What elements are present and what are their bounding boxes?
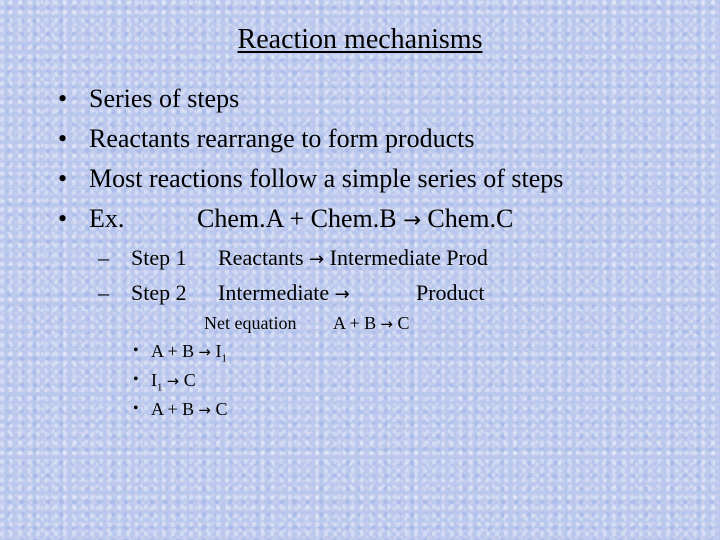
example-label: Ex. (89, 204, 125, 233)
net-equation-label: Net equation (204, 313, 297, 333)
step-description (218, 280, 350, 306)
net-lhs: A + B (333, 313, 377, 333)
step-to: Intermediate Prod (329, 245, 488, 270)
step-to: Product (416, 280, 485, 305)
slide-title: Reaction mechanisms (237, 24, 483, 55)
equation (151, 341, 227, 365)
net-equation (333, 313, 410, 334)
step-from: Reactants (218, 245, 304, 270)
right-arrow-icon: → (334, 284, 350, 305)
net-rhs: C (397, 313, 410, 333)
equation-rhs-subscript: 1 (221, 352, 227, 365)
dash-icon: – (98, 245, 109, 270)
equation-rhs: C (183, 370, 196, 390)
example-lhs: Chem.A + Chem.B (197, 204, 397, 233)
bullet-dot-icon: • (58, 204, 68, 233)
bullet-dot-icon: • (58, 164, 68, 193)
equation-rhs: C (215, 399, 228, 419)
bullet-text: Series of steps (89, 84, 240, 113)
dash-icon: – (98, 280, 109, 305)
bullet-dot-icon: • (58, 84, 68, 113)
equation-lhs: I (151, 370, 157, 390)
example-equation (197, 204, 513, 234)
equation-rhs: I (215, 341, 222, 361)
right-arrow-icon: → (309, 249, 325, 270)
right-arrow-icon: → (198, 344, 212, 361)
bullet-text: Reactants rearrange to form products (89, 124, 475, 153)
example-rhs: Chem.C (427, 204, 514, 233)
step-description (218, 245, 488, 271)
bullet-dot-icon: • (133, 342, 139, 359)
bullet-dot-icon: • (58, 124, 68, 153)
equation-lhs: A + B (151, 341, 195, 361)
step-name: Step 1 (131, 245, 187, 270)
equation (151, 399, 228, 420)
right-arrow-icon: → (380, 316, 394, 333)
right-arrow-icon: → (403, 208, 421, 233)
equation-lhs-subscript: 1 (157, 381, 163, 394)
step-name: Step 2 (131, 280, 187, 305)
right-arrow-icon: → (198, 402, 212, 419)
right-arrow-icon: → (166, 373, 180, 390)
equation (151, 370, 196, 394)
equation-lhs: A + B (151, 399, 195, 419)
bullet-dot-icon: • (133, 371, 139, 388)
bullet-dot-icon: • (133, 400, 139, 417)
step-from: Intermediate (218, 280, 330, 305)
bullet-text: Most reactions follow a simple series of steps (89, 164, 564, 193)
